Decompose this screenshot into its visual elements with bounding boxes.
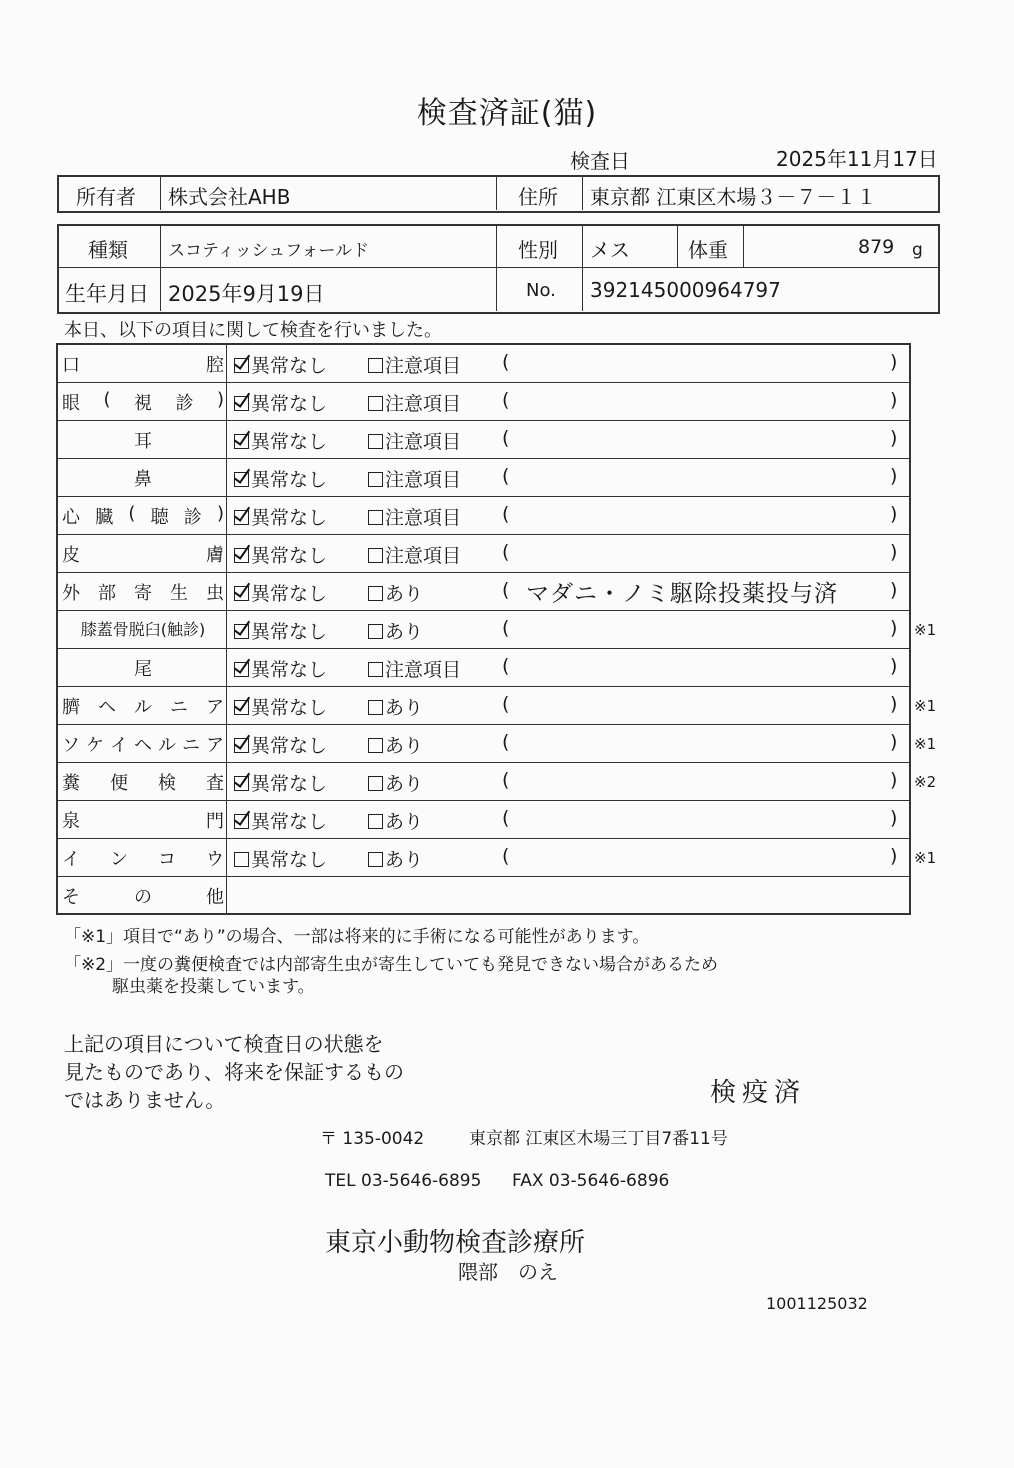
footnote-2-cont: 駆虫薬を投薬しています。 xyxy=(112,977,315,997)
checkbox-icon[interactable] xyxy=(368,814,383,829)
checkbox-icon[interactable] xyxy=(368,700,383,715)
paren-close: ) xyxy=(890,465,898,487)
weight-value: 879 xyxy=(858,236,895,258)
breed-value: スコティッシュフォールド xyxy=(168,241,370,261)
checkbox-icon[interactable] xyxy=(368,472,383,487)
check-item-label-char: 尾 xyxy=(134,659,152,680)
option-no-abnormality[interactable] xyxy=(234,465,327,492)
option-label: あり xyxy=(385,811,424,833)
option-label: 異常なし xyxy=(251,697,328,719)
weight-label: 体重 xyxy=(688,238,728,262)
check-item-label-char: ル xyxy=(134,697,152,718)
paren-close: ) xyxy=(890,617,898,639)
check-row xyxy=(58,611,937,649)
checkbox-icon[interactable] xyxy=(368,662,383,677)
option-attention[interactable] xyxy=(368,769,423,796)
check-item-label-char: 腔 xyxy=(206,355,224,376)
checkbox-icon[interactable] xyxy=(368,358,383,373)
checkbox-icon[interactable] xyxy=(368,776,383,791)
paren-open: ( xyxy=(502,617,510,639)
paren-close: ) xyxy=(890,389,898,411)
checkbox-icon[interactable] xyxy=(368,434,383,449)
option-label: 注意項目 xyxy=(385,469,462,491)
check-row xyxy=(58,725,937,763)
option-attention[interactable] xyxy=(368,617,423,644)
checked-checkbox-icon[interactable] xyxy=(234,472,249,487)
option-no-abnormality[interactable] xyxy=(234,693,327,720)
check-item-label-char: 視 xyxy=(134,393,152,414)
inspection-date-value: 2025年11月17日 xyxy=(776,147,938,171)
check-item-label-char: ア xyxy=(206,735,224,756)
checked-checkbox-icon[interactable] xyxy=(234,814,249,829)
check-item-label-char: 耳 xyxy=(134,431,152,452)
footnote-2: 「※2」一度の糞便検査では内部寄生虫が寄生していても発見できない場合があるため xyxy=(64,955,719,975)
intro-text: 本日、以下の項目に関して検査を行いました。 xyxy=(64,320,442,341)
check-item-label-char: ヘ xyxy=(98,697,116,718)
check-item-label xyxy=(62,655,224,681)
option-attention[interactable] xyxy=(368,845,423,872)
checked-checkbox-icon[interactable] xyxy=(234,776,249,791)
clinic-tel: TEL 03-5646-6895 xyxy=(325,1171,482,1191)
check-item-label-char: 眼 xyxy=(62,393,80,414)
checkbox-icon[interactable] xyxy=(368,548,383,563)
option-no-abnormality[interactable] xyxy=(234,617,327,644)
check-item-label-char: ニ xyxy=(170,697,188,718)
option-label: 異常なし xyxy=(251,735,328,757)
check-item-label xyxy=(62,465,224,491)
checked-checkbox-icon[interactable] xyxy=(234,662,249,677)
checkbox-icon[interactable] xyxy=(368,852,383,867)
option-label: 注意項目 xyxy=(385,659,462,681)
check-item-label xyxy=(62,579,224,605)
check-item-label-char: 鼻 xyxy=(134,469,152,490)
check-item-label-char: 聴 xyxy=(150,507,169,528)
option-attention[interactable] xyxy=(368,465,461,492)
check-item-label xyxy=(62,541,224,567)
option-label: 注意項目 xyxy=(385,507,462,529)
option-no-abnormality[interactable] xyxy=(234,731,327,758)
option-no-abnormality[interactable] xyxy=(234,655,327,682)
paren-close: ) xyxy=(890,845,898,867)
check-item-label-char: ( xyxy=(128,503,136,524)
paren-close: ) xyxy=(890,655,898,677)
check-item-label-char: 泉 xyxy=(62,811,80,832)
check-item-label xyxy=(62,883,224,909)
check-item-label-char: コ xyxy=(158,849,176,870)
check-item-label-char: 寄 xyxy=(134,583,152,604)
paren-open: ( xyxy=(502,693,510,715)
option-no-abnormality[interactable] xyxy=(234,427,327,454)
check-item-label xyxy=(62,769,224,795)
breed-label: 種類 xyxy=(88,238,128,262)
option-label: あり xyxy=(385,621,424,643)
clinic-address: 東京都 江東区木場三丁目7番11号 xyxy=(469,1129,728,1149)
check-item-label-char: 外 xyxy=(62,583,80,604)
checked-checkbox-icon[interactable] xyxy=(234,586,249,601)
check-row xyxy=(58,535,909,573)
check-row xyxy=(58,877,909,913)
option-label: 異常なし xyxy=(251,773,328,795)
footnote-mark: ※1 xyxy=(914,697,937,715)
option-no-abnormality[interactable] xyxy=(234,503,327,530)
no-label: No. xyxy=(526,280,556,301)
checked-checkbox-icon[interactable] xyxy=(234,434,249,449)
weight-unit: g xyxy=(912,240,923,260)
checked-checkbox-icon[interactable] xyxy=(234,548,249,563)
check-item-label-char: 皮 xyxy=(62,545,80,566)
check-item-label-char: ニ xyxy=(182,735,200,756)
option-label: 異常なし xyxy=(251,659,328,681)
check-item-label xyxy=(62,503,224,529)
paren-open: ( xyxy=(502,465,510,487)
paren-open: ( xyxy=(502,427,510,449)
check-item-label-char: 虫 xyxy=(206,583,224,604)
option-label: あり xyxy=(385,849,424,871)
option-attention[interactable] xyxy=(368,693,423,720)
footnote-1: 「※1」項目で“あり”の場合、一部は将来的に手術になる可能性があります。 xyxy=(64,927,650,947)
disclaimer-line-2: 見たものであり、将来を保証するもの xyxy=(64,1060,404,1084)
check-item-label-char: ル xyxy=(158,735,176,756)
check-row xyxy=(58,839,937,877)
option-label: 異常なし xyxy=(251,583,328,605)
page-title: 検査済証(猫) xyxy=(416,96,598,131)
disclaimer-line-1: 上記の項目について検査日の状態を xyxy=(64,1032,384,1056)
option-attention[interactable] xyxy=(368,579,423,606)
option-attention[interactable] xyxy=(368,389,461,416)
check-table xyxy=(56,343,937,915)
check-item-label-char: 口 xyxy=(62,355,80,376)
option-attention[interactable] xyxy=(368,541,461,568)
inspection-date-label: 検査日 xyxy=(570,149,630,173)
paren-open: ( xyxy=(502,807,510,829)
checked-checkbox-icon[interactable] xyxy=(234,624,249,639)
checked-checkbox-icon[interactable] xyxy=(234,396,249,411)
check-row xyxy=(58,763,937,801)
check-item-label-char: 臍 xyxy=(62,697,80,718)
footnote-mark: ※1 xyxy=(914,621,937,639)
check-item-label-char: 心 xyxy=(62,507,80,528)
check-row xyxy=(58,649,909,687)
check-item-label-char: 糞 xyxy=(62,773,80,794)
paren-close: ) xyxy=(890,693,898,715)
paren-open: ( xyxy=(502,845,510,867)
option-attention[interactable] xyxy=(368,807,423,834)
sex-value: メス xyxy=(590,238,630,262)
checked-checkbox-icon[interactable] xyxy=(234,738,249,753)
address-value: 東京都 江東区木場３－７－１１ xyxy=(590,185,877,209)
option-no-abnormality[interactable] xyxy=(234,769,327,796)
option-attention[interactable] xyxy=(368,503,461,530)
check-item-label-char: 査 xyxy=(206,773,224,794)
check-item-label-char: ア xyxy=(206,697,224,718)
option-no-abnormality[interactable] xyxy=(234,845,327,872)
footnote-mark: ※1 xyxy=(914,735,937,753)
check-item-label-char: 膝蓋骨脱臼(触診) xyxy=(80,620,206,639)
sex-label: 性別 xyxy=(518,238,558,262)
clinic-fax: FAX 03-5646-6896 xyxy=(512,1171,670,1191)
option-no-abnormality[interactable] xyxy=(234,579,327,606)
no-value: 392145000964797 xyxy=(590,278,781,302)
check-item-label-char: ケ xyxy=(86,735,104,756)
check-item-label xyxy=(62,845,224,871)
option-attention[interactable] xyxy=(368,351,461,378)
option-no-abnormality[interactable] xyxy=(234,389,327,416)
check-item-label-char: ソ xyxy=(62,735,80,756)
check-row xyxy=(58,345,909,383)
paren-open: ( xyxy=(502,351,510,373)
option-no-abnormality[interactable] xyxy=(234,807,327,834)
clinic-person: 隈部 のえ xyxy=(458,1260,558,1284)
check-row xyxy=(58,383,909,421)
option-label: 注意項目 xyxy=(385,393,462,415)
footnote-mark: ※2 xyxy=(914,773,937,791)
paren-close: ) xyxy=(890,427,898,449)
dob-label: 生年月日 xyxy=(65,282,149,306)
option-label: あり xyxy=(385,697,424,719)
check-item-label-char: 膚 xyxy=(206,545,224,566)
check-item-label xyxy=(62,617,224,640)
option-label: 注意項目 xyxy=(385,355,462,377)
check-item-label-char: 臓 xyxy=(95,507,114,528)
option-label: 異常なし xyxy=(251,507,328,529)
address-label: 住所 xyxy=(518,185,558,209)
check-row xyxy=(58,573,909,611)
check-item-label-char: ン xyxy=(110,849,128,870)
check-row xyxy=(58,497,909,535)
option-label: 異常なし xyxy=(251,469,328,491)
option-label: 異常なし xyxy=(251,393,328,415)
paren-close: ) xyxy=(890,579,898,601)
paren-open: ( xyxy=(502,769,510,791)
paren-close: ) xyxy=(890,541,898,563)
paren-close: ) xyxy=(890,731,898,753)
check-row xyxy=(58,801,909,839)
check-item-label-char: 検 xyxy=(158,773,176,794)
option-attention[interactable] xyxy=(368,655,461,682)
checked-checkbox-icon[interactable] xyxy=(234,510,249,525)
option-label: 異常なし xyxy=(251,811,328,833)
check-item-label-char: 門 xyxy=(206,811,224,832)
owner-value: 株式会社AHB xyxy=(168,185,291,209)
checked-checkbox-icon[interactable] xyxy=(234,358,249,373)
checked-checkbox-icon[interactable] xyxy=(234,700,249,715)
owner-label: 所有者 xyxy=(76,185,136,209)
paren-open: ( xyxy=(502,731,510,753)
check-item-label-char: の xyxy=(134,887,152,908)
check-item-label-char: イ xyxy=(62,849,80,870)
check-item-label xyxy=(62,427,224,453)
checkbox-icon[interactable] xyxy=(368,586,383,601)
option-label: 異常なし xyxy=(251,621,328,643)
option-label: 異常なし xyxy=(251,355,328,377)
check-item-label-char: 診 xyxy=(183,507,202,528)
option-label: あり xyxy=(385,583,424,605)
checkbox-icon[interactable] xyxy=(368,396,383,411)
paren-close: ) xyxy=(890,769,898,791)
option-label: 異常なし xyxy=(251,431,328,453)
paren-open: ( xyxy=(502,541,510,563)
option-no-abnormality[interactable] xyxy=(234,541,327,568)
paren-close: ) xyxy=(890,503,898,525)
paren-open: ( xyxy=(502,503,510,525)
check-item-label-char: ウ xyxy=(206,849,224,870)
check-item-label-char: 生 xyxy=(170,583,188,604)
check-item-label-char: ヘ xyxy=(134,735,152,756)
check-item-label xyxy=(62,351,224,377)
option-label: 異常なし xyxy=(251,545,328,567)
paren-open: ( xyxy=(502,579,510,601)
check-item-label xyxy=(62,693,224,719)
paren-open: ( xyxy=(502,389,510,411)
check-note: マダニ・ノミ駆除投薬投与済 xyxy=(526,581,838,607)
check-item-label-char: 便 xyxy=(110,773,128,794)
check-item-label xyxy=(62,731,224,757)
check-item-label-char: そ xyxy=(62,887,80,908)
option-no-abnormality[interactable] xyxy=(234,351,327,378)
check-item-label-char: ) xyxy=(216,389,224,410)
paren-close: ) xyxy=(890,351,898,373)
check-item-label-char: ) xyxy=(216,503,224,524)
clinic-postal: 〒 135-0042 xyxy=(320,1129,425,1149)
option-attention[interactable] xyxy=(368,731,423,758)
check-row xyxy=(58,421,909,459)
option-label: 注意項目 xyxy=(385,545,462,567)
option-label: 異常なし xyxy=(251,849,328,871)
dob-value: 2025年9月19日 xyxy=(168,282,325,306)
clinic-name: 東京小動物検査診療所 xyxy=(325,1228,586,1258)
option-label: 注意項目 xyxy=(385,431,462,453)
option-label: あり xyxy=(385,773,424,795)
quarantine-stamp: 検疫済 xyxy=(710,1078,807,1108)
check-row xyxy=(58,687,937,725)
check-row xyxy=(58,459,909,497)
paren-close: ) xyxy=(890,807,898,829)
check-item-label-char: イ xyxy=(110,735,128,756)
checkbox-icon[interactable] xyxy=(234,852,249,867)
disclaimer-line-3: ではありません。 xyxy=(64,1088,226,1112)
check-item-label xyxy=(62,389,224,415)
serial-number: 1001125032 xyxy=(766,1294,868,1313)
check-item-label xyxy=(62,807,224,833)
check-item-label-char: 他 xyxy=(206,887,224,908)
option-label: あり xyxy=(385,735,424,757)
footnote-mark: ※1 xyxy=(914,849,937,867)
checkbox-icon[interactable] xyxy=(368,624,383,639)
checkbox-icon[interactable] xyxy=(368,510,383,525)
check-item-label-char: ( xyxy=(103,389,111,410)
checkbox-icon[interactable] xyxy=(368,738,383,753)
check-item-label-char: 診 xyxy=(175,393,194,414)
paren-open: ( xyxy=(502,655,510,677)
check-item-label-char: 部 xyxy=(98,583,116,604)
option-attention[interactable] xyxy=(368,427,461,454)
